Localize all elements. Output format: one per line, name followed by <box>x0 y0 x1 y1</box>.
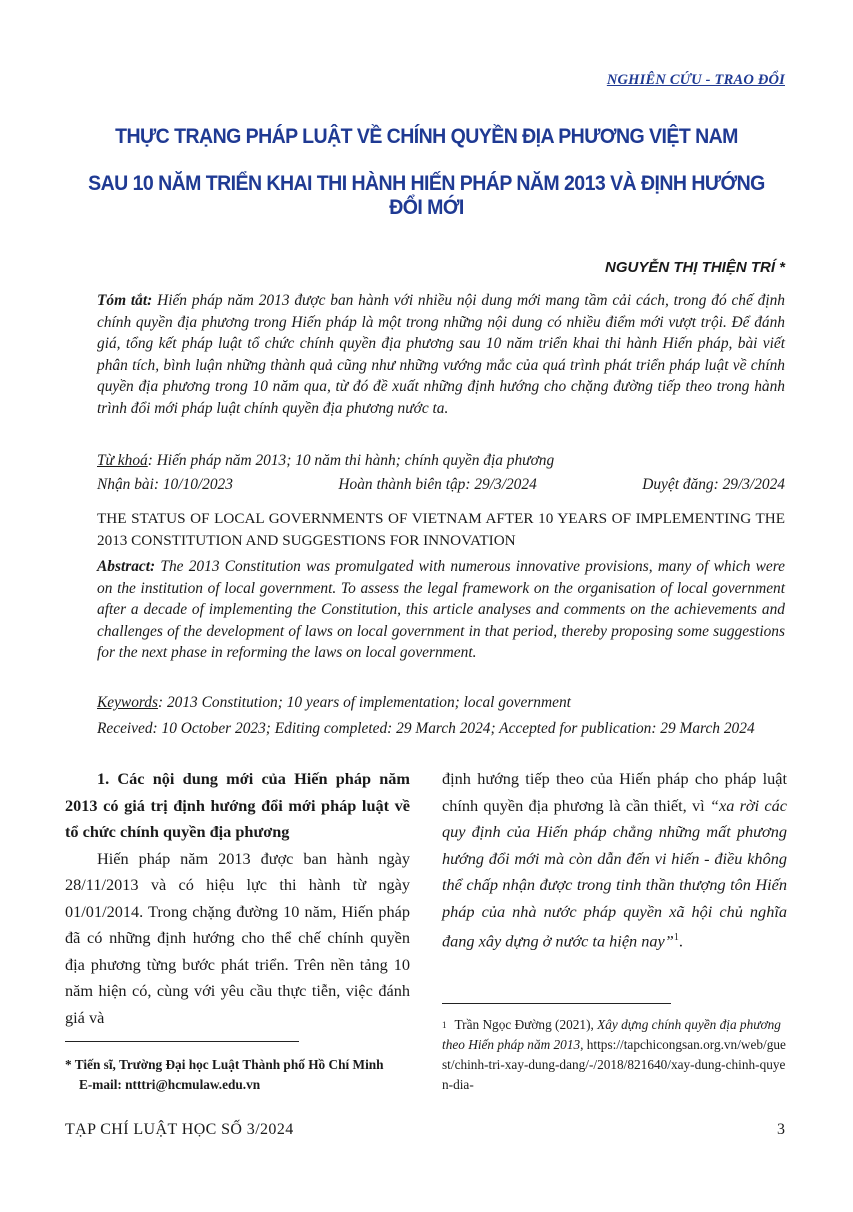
footnote-1-title: Xây dựng chính quyền địa phương theo Hiến pháp năm 2013 <box>442 1017 781 1052</box>
article-title-line-2: SAU 10 NĂM TRIỂN KHAI THI HÀNH HIẾN PHÁP NĂM 2013 VÀ ĐỊNH HƯỚNG ĐỔI MỚI <box>88 172 765 219</box>
date-received-vi: Nhận bài: 10/10/2023 <box>97 476 233 493</box>
abstract-en-label: Abstract: <box>97 558 156 575</box>
body-column-left <box>65 766 410 1031</box>
abstract-en-text: The 2013 Constitution was promulgated with numerous innovative provisions, many of which were on the institution of local government. To assess the legal framework on the organisation of local government after a decade of implementing the Constitution, this article analyses and comments on the achievements and challenges of the development of laws on local government in that period, thereby proposing some suggestions for the next phase in reforming the laws on local government. <box>97 558 785 661</box>
section-heading: 1. Các nội dung mới của Hiến pháp năm 2013 có giá trị định hướng đổi mới pháp luật về tổ chức chính quyền địa phương <box>65 769 410 841</box>
footnote-divider-right <box>442 1003 671 1004</box>
footnote-divider-left <box>65 1041 299 1042</box>
dates-vietnamese <box>97 476 785 494</box>
keywords-vietnamese <box>97 450 785 472</box>
keywords-vi-text: : Hiến pháp năm 2013; 10 năm thi hành; chính quyền địa phương <box>147 452 555 469</box>
keywords-en-label: Keywords <box>97 694 158 711</box>
date-accepted-vi: Duyệt đăng: 29/3/2024 <box>642 476 785 493</box>
footnote-1-url[interactable]: , https://tapchicongsan.org.vn/web/guest/chinh-tri-xay-dung-dang/-/2018/821640/xay-dung-chinh-quyen-dia- <box>442 1037 786 1092</box>
footnote-author-affiliation: * Tiến sĩ, Trường Đại học Luật Thành phố Hồ Chí Minh <box>65 1057 384 1072</box>
footnote-author <box>65 1055 425 1095</box>
date-edited-vi: Hoàn thành biên tập: 29/3/2024 <box>338 476 537 493</box>
footnote-1 <box>442 1015 787 1095</box>
dates-english: Received: 10 October 2023; Editing completed: 29 March 2024; Accepted for publication: 29 March 2024 <box>97 720 755 737</box>
body-paragraph-continued <box>442 766 787 955</box>
article-title-line-1: THỰC TRẠNG PHÁP LUẬT VỀ CHÍNH QUYỀN ĐỊA PHƯƠNG VIỆT NAM <box>115 125 738 148</box>
abstract-vi-label: Tóm tắt: <box>97 292 153 309</box>
body-paragraph: Hiến pháp năm 2013 được ban hành ngày 28/11/2013 và có hiệu lực thi hành từ ngày 01/01/2014. Trong chặng đường 10 năm, Hiến pháp đã có những định hướng cho thể chế chính quyền địa phương từng bước phát triển. Trên nền tảng 10 năm hiện có, cùng với yêu cầu thực tiễn, việc đánh giá và <box>65 848 410 1027</box>
abstract-vietnamese <box>97 290 785 419</box>
footnote-1-author: Trần Ngọc Đường (2021), <box>454 1017 598 1032</box>
footnote-reference[interactable]: 1 <box>673 932 679 943</box>
footnote-author-email[interactable]: E-mail: ntttri@hcmulaw.edu.vn <box>79 1077 261 1092</box>
abstract-english <box>97 556 785 664</box>
author-name: NGUYỄN THỊ THIỆN TRÍ * <box>604 259 785 276</box>
keywords-en-text: : 2013 Constitution; 10 years of implementation; local government <box>158 694 571 711</box>
abstract-vi-text: Hiến pháp năm 2013 được ban hành với nhiều nội dung mới mang tầm cải cách, trong đó chế định chính quyền địa phương trong Hiến pháp là một trong những nội dung có nhiều điểm mới vượt trội. Để đánh giá, tổng kết pháp luật tổ chức chính quyền địa phương sau 10 năm triển khai thi hành Hiến pháp, bài viết phân tích, bình luận những thành quả cũng như những vướng mắc của quá trình phát triển pháp luật về chính quyền địa phương trong 10 năm qua, từ đó đề xuất những định hướng cho chặng đường tiếp theo trong hành trình đổi mới pháp luật chính quyền địa phương nước ta. <box>97 292 785 417</box>
body-end-punct: . <box>678 931 683 951</box>
footer-journal: TẠP CHÍ LUẬT HỌC SỐ 3/2024 <box>65 1121 294 1138</box>
body-continued-text: định hướng tiếp theo của Hiến pháp cho pháp luật chính quyền địa phương là cần thiết, vì <box>442 769 787 815</box>
body-column-right <box>442 766 787 955</box>
footnote-number: 1 <box>442 1020 447 1030</box>
body-quote: “xa rời các quy định của Hiến pháp chẳng những mất phương hướng đổi mới mà còn dẫn đến vi hiến - điều không thể chấp nhận được trong tinh thần thượng tôn Hiến pháp của nhà nước pháp quyền xã hội chủ nghĩa đang xây dựng ở nước ta hiện nay” <box>442 795 787 951</box>
english-title: THE STATUS OF LOCAL GOVERNMENTS OF VIETNAM AFTER 10 YEARS OF IMPLEMENTING THE 2013 CONSTITUTION AND SUGGESTIONS FOR INNOVATION <box>97 510 785 549</box>
section-tag: NGHIÊN CỨU - TRAO ĐỔI <box>606 72 785 88</box>
keywords-vi-label: Từ khoá <box>97 452 148 469</box>
keywords-english <box>97 692 785 714</box>
page-number: 3 <box>777 1121 785 1138</box>
